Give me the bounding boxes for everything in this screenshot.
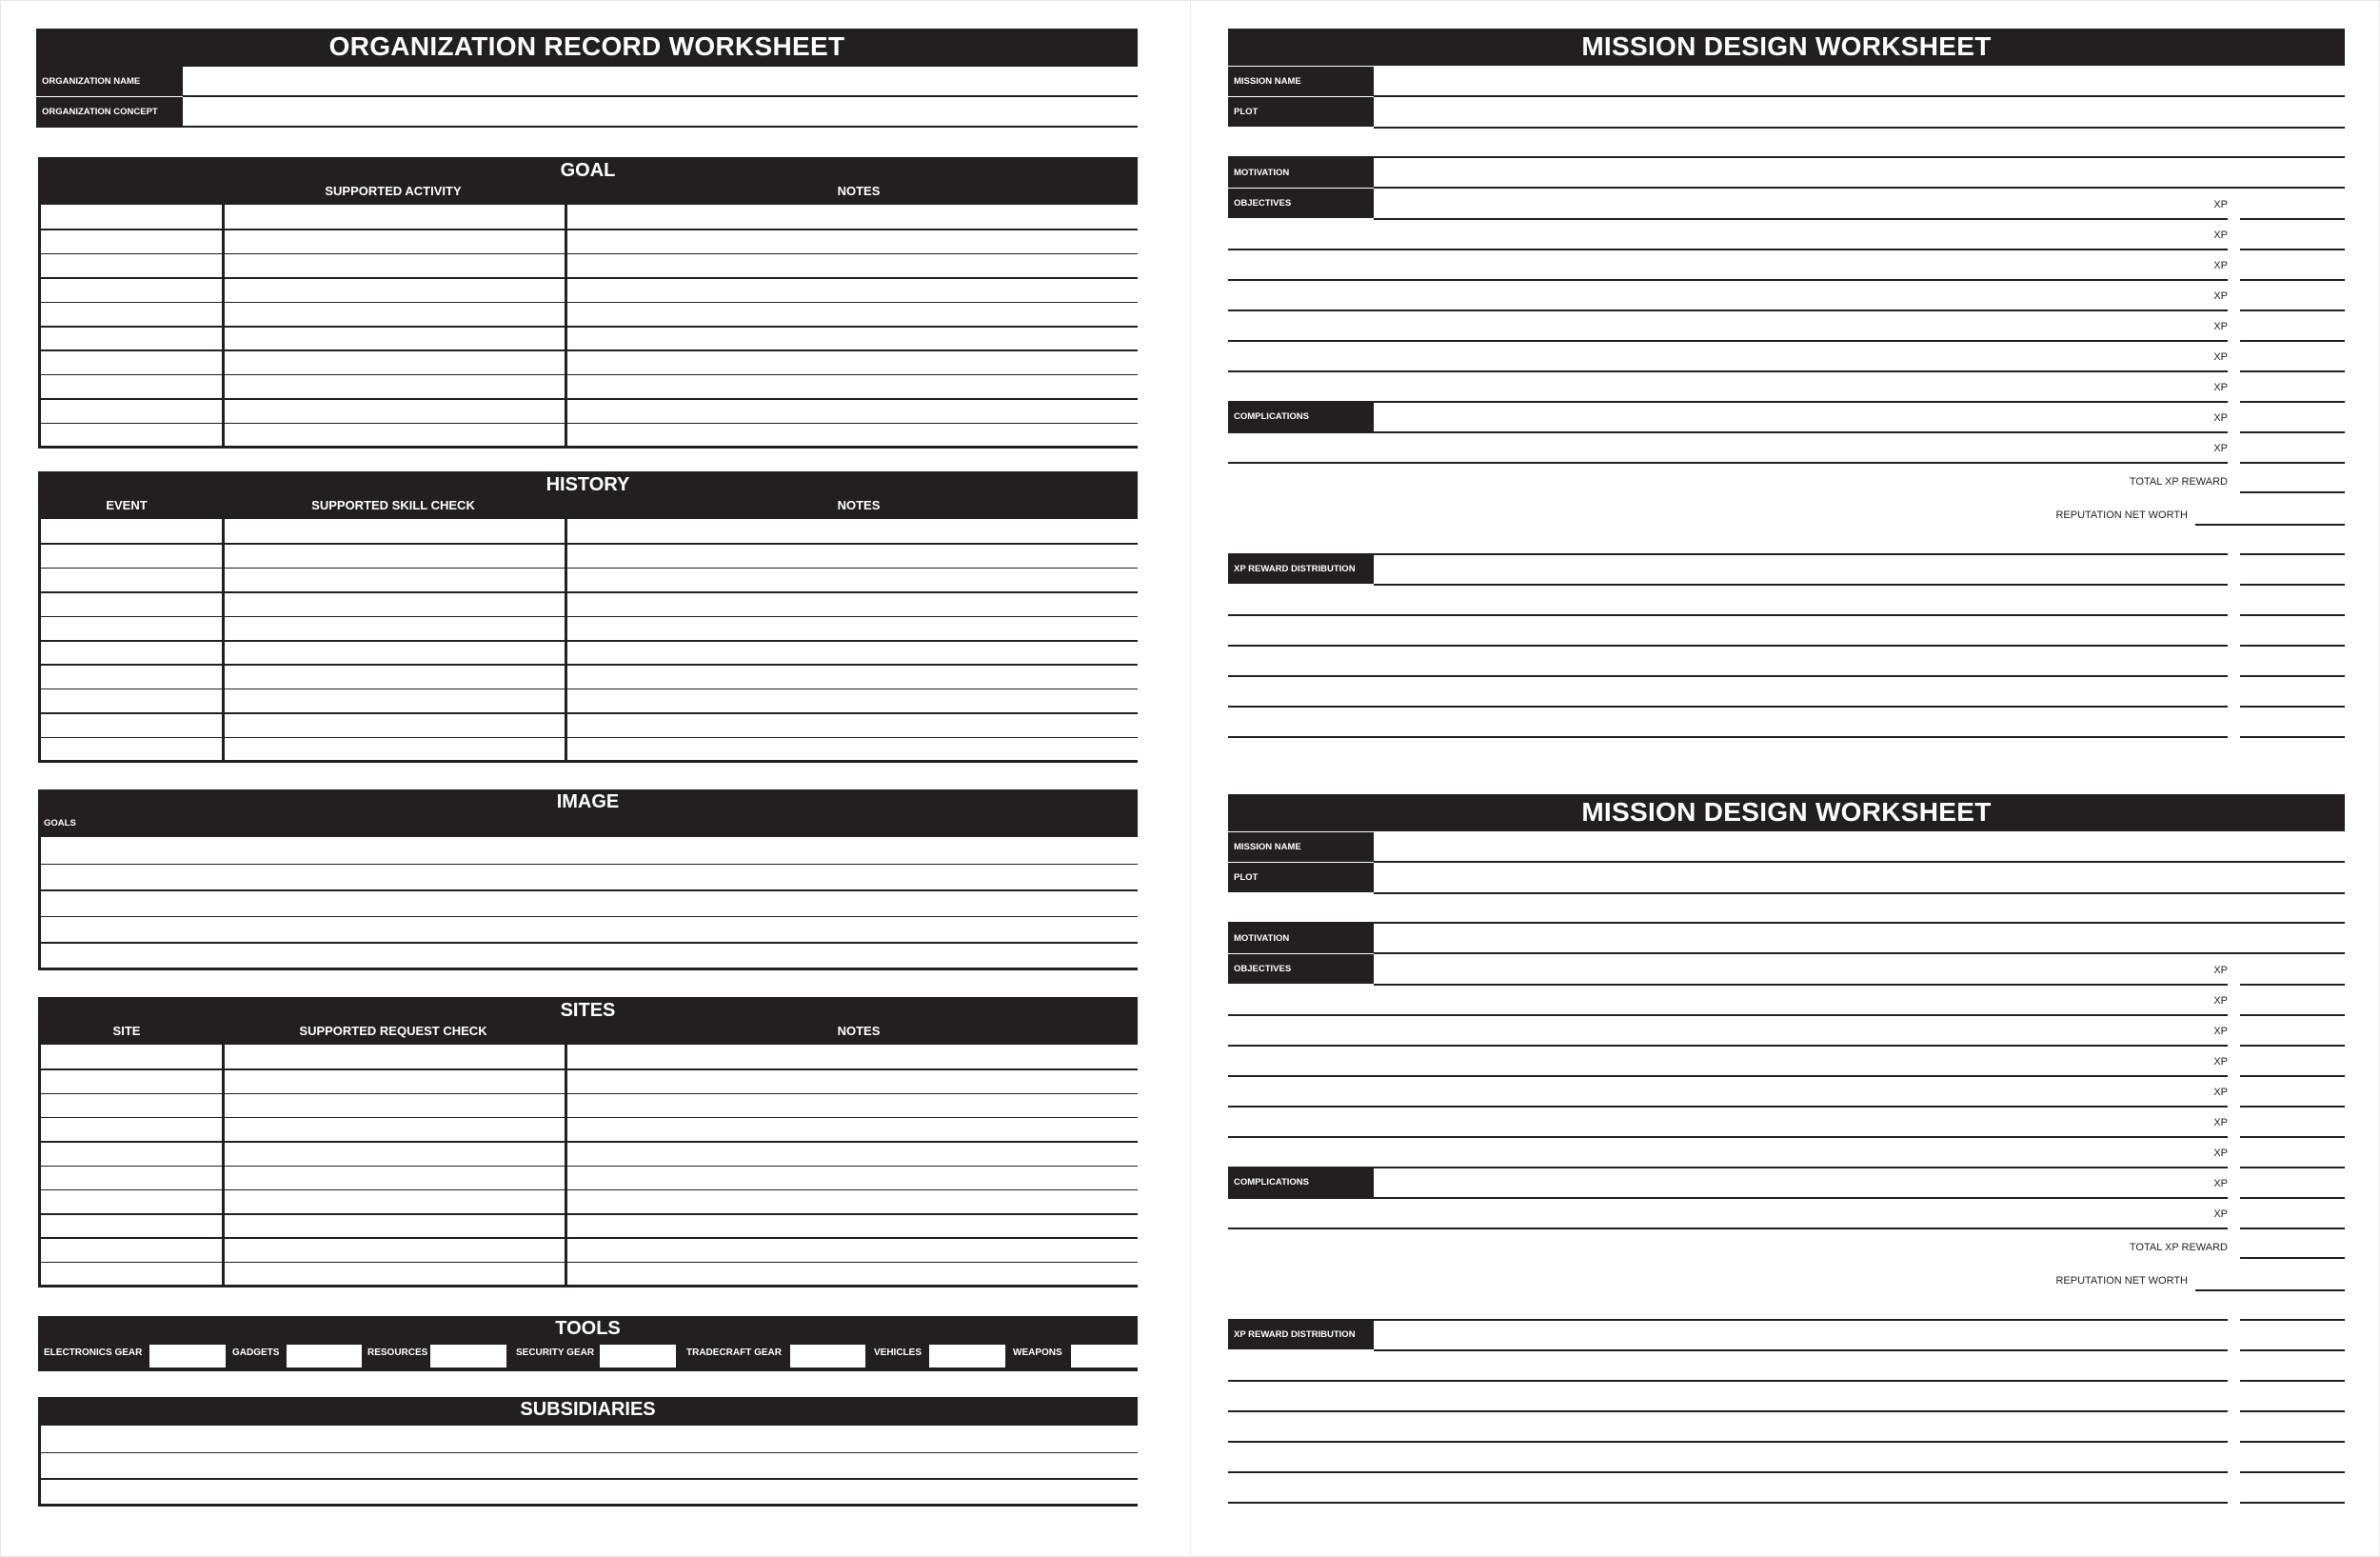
xp-value-field[interactable]: [2240, 340, 2345, 342]
tool-field-security-gear[interactable]: [600, 1345, 676, 1367]
xp-label: XP: [2213, 443, 2228, 454]
row-line[interactable]: [38, 326, 1138, 328]
distribution-line[interactable]: [1228, 553, 2228, 555]
distribution-value-field[interactable]: [2240, 645, 2345, 647]
row-line[interactable]: [38, 864, 1138, 866]
xp-label: XP: [2213, 965, 2228, 976]
xp-label: XP: [2213, 995, 2228, 1007]
history-header: [38, 471, 1138, 519]
xp-label: XP: [2213, 1148, 2228, 1159]
tools-title: TOOLS: [555, 1318, 621, 1339]
xp-value-field[interactable]: [2240, 370, 2345, 372]
total-xp-reward-label: TOTAL XP REWARD: [2129, 476, 2228, 488]
row-line[interactable]: [38, 712, 1138, 714]
row-line[interactable]: [38, 277, 1138, 279]
mission-worksheet-title: MISSION DESIGN WORKSHEET: [1581, 797, 1992, 827]
row-line[interactable]: [38, 591, 1138, 593]
history-col-notes: NOTES: [837, 498, 881, 512]
row-line[interactable]: [38, 968, 1138, 970]
mission-title-bar: [1228, 794, 2345, 831]
distribution-value-field[interactable]: [2240, 614, 2345, 616]
plot-field-line-1[interactable]: [1374, 892, 2345, 894]
distribution-line[interactable]: [1228, 1410, 2228, 1412]
row-line[interactable]: [38, 664, 1138, 666]
sites-left-border: [38, 1045, 41, 1287]
tool-label-gadgets: GADGETS: [232, 1347, 280, 1358]
motivation-field[interactable]: [1374, 952, 2345, 954]
tool-label-weapons: WEAPONS: [1013, 1347, 1062, 1358]
xp-value-field[interactable]: [2240, 1197, 2345, 1199]
distribution-line[interactable]: [1228, 614, 2228, 616]
row-line[interactable]: [38, 1478, 1138, 1480]
sites-col-site: SITE: [112, 1024, 141, 1038]
row-line[interactable]: [38, 1093, 1138, 1095]
subsidiaries-left-border: [38, 1426, 41, 1506]
subsidiaries-title: SUBSIDIARIES: [520, 1399, 656, 1420]
plot-field-line-1[interactable]: [1374, 127, 2345, 129]
sites-col-supported-request-check: SUPPORTED REQUEST CHECK: [299, 1024, 487, 1038]
objective-line[interactable]: [1228, 462, 2228, 464]
goal-col-divider-1: [222, 205, 225, 448]
distribution-value-field[interactable]: [2240, 1349, 2345, 1351]
image-left-border: [38, 837, 41, 969]
org-title-bar: [36, 29, 1138, 67]
objective-line[interactable]: [1228, 1106, 2228, 1108]
xp-label: XP: [2213, 1178, 2228, 1189]
mission-worksheet-title: MISSION DESIGN WORKSHEET: [1581, 31, 1992, 61]
mission-name-field[interactable]: [1374, 95, 2345, 97]
xp-value-field[interactable]: [2240, 279, 2345, 281]
goal-col-notes: NOTES: [837, 184, 881, 198]
subsidiaries-header: [38, 1397, 1138, 1426]
row-line[interactable]: [38, 1166, 1138, 1168]
sites-title: SITES: [560, 1000, 616, 1021]
distribution-line[interactable]: [1228, 645, 2228, 647]
objective-line[interactable]: [1228, 279, 2228, 281]
tool-label-resources: RESOURCES: [367, 1347, 428, 1358]
organization-name-label: ORGANIZATION NAME: [36, 67, 183, 96]
tool-label-security-gear: SECURITY GEAR: [516, 1347, 595, 1358]
row-line[interactable]: [38, 737, 1138, 739]
xp-label: XP: [2213, 412, 2228, 424]
xp-value-field[interactable]: [2240, 249, 2345, 250]
xp-label: XP: [2213, 290, 2228, 302]
goal-col-divider-2: [565, 205, 567, 448]
mission-name-label: MISSION NAME: [1228, 67, 1374, 96]
page-gutter: [1190, 0, 1191, 1557]
xp-value-field[interactable]: [2240, 1075, 2345, 1077]
row-line[interactable]: [38, 1213, 1138, 1215]
distribution-value-field[interactable]: [2240, 1441, 2345, 1443]
motivation-label: MOTIVATION: [1228, 158, 1374, 188]
row-line[interactable]: [38, 1117, 1138, 1119]
reputation-net-worth-field[interactable]: [2195, 1289, 2345, 1291]
xp-value-field[interactable]: [2240, 1228, 2345, 1229]
organization-concept-label: ORGANIZATION CONCEPT: [36, 97, 183, 127]
row-line[interactable]: [38, 1237, 1138, 1239]
xp-value-field[interactable]: [2240, 431, 2345, 433]
objective-line[interactable]: [1228, 1228, 2228, 1229]
motivation-label: MOTIVATION: [1228, 924, 1374, 953]
xp-value-field[interactable]: [2240, 1136, 2345, 1138]
total-xp-reward-field[interactable]: [2240, 491, 2345, 493]
xp-label: XP: [2213, 230, 2228, 241]
distribution-line[interactable]: [1228, 1441, 2228, 1443]
xp-label: XP: [2213, 1117, 2228, 1128]
sites-col-divider-1: [222, 1045, 225, 1287]
mission-title-bar: [1228, 29, 2345, 66]
objective-line[interactable]: [1228, 1167, 2228, 1168]
objective-line[interactable]: [1228, 370, 2228, 372]
row-line[interactable]: [38, 446, 1138, 449]
distribution-line[interactable]: [1228, 675, 2228, 677]
distribution-line[interactable]: [1228, 736, 2228, 738]
xp-value-field[interactable]: [2240, 984, 2345, 986]
xp-label: XP: [2213, 260, 2228, 271]
sites-col-divider-2: [565, 1045, 567, 1287]
row-line[interactable]: [38, 568, 1138, 569]
distribution-value-field[interactable]: [2240, 706, 2345, 708]
distribution-line[interactable]: [1228, 1319, 2228, 1321]
row-line[interactable]: [38, 942, 1138, 944]
xp-value-field[interactable]: [2240, 462, 2345, 464]
distribution-value-field[interactable]: [2240, 736, 2345, 738]
sites-header: [38, 997, 1138, 1045]
xp-label: XP: [2213, 1056, 2228, 1068]
tool-field-tradecraft-gear[interactable]: [790, 1345, 865, 1367]
row-line[interactable]: [38, 423, 1138, 425]
row-line[interactable]: [38, 1504, 1138, 1507]
row-line[interactable]: [38, 229, 1138, 230]
image-title: IMAGE: [556, 791, 620, 812]
distribution-line[interactable]: [1228, 706, 2228, 708]
reputation-net-worth-field[interactable]: [2195, 524, 2345, 526]
row-line[interactable]: [38, 916, 1138, 918]
xp-value-field[interactable]: [2240, 309, 2345, 311]
history-left-border: [38, 519, 41, 762]
xp-value-field[interactable]: [2240, 1106, 2345, 1108]
objectives-label: OBJECTIVES: [1228, 954, 1374, 984]
tool-label-vehicles: VEHICLES: [874, 1347, 922, 1358]
history-col-divider-1: [222, 519, 225, 762]
tool-field-gadgets[interactable]: [287, 1345, 362, 1367]
plot-label: PLOT: [1228, 97, 1374, 127]
objective-line[interactable]: [1228, 1136, 2228, 1138]
image-goals-label: GOALS: [44, 818, 76, 828]
row-line[interactable]: [38, 889, 1138, 891]
row-line[interactable]: [38, 543, 1138, 545]
xp-reward-distribution-label: XP REWARD DISTRIBUTION: [1228, 1320, 1374, 1349]
org-worksheet-title: ORGANIZATION RECORD WORKSHEET: [328, 31, 845, 61]
complications-label: COMPLICATIONS: [1228, 1168, 1374, 1197]
xp-label: XP: [2213, 351, 2228, 363]
tool-field-electronics-gear[interactable]: [149, 1345, 226, 1367]
distribution-line[interactable]: [1374, 1349, 2228, 1351]
row-line[interactable]: [38, 349, 1138, 351]
distribution-line[interactable]: [1228, 1502, 2228, 1504]
row-line[interactable]: [38, 253, 1138, 255]
row-line[interactable]: [38, 1141, 1138, 1143]
objective-line[interactable]: [1374, 984, 2228, 986]
reputation-net-worth-label: REPUTATION NET WORTH: [2055, 509, 2188, 521]
row-line[interactable]: [38, 689, 1138, 690]
tool-label-tradecraft-gear: TRADECRAFT GEAR: [686, 1347, 782, 1358]
mission-name-field[interactable]: [1374, 861, 2345, 863]
tool-field-resources[interactable]: [430, 1345, 506, 1367]
objective-line[interactable]: [1228, 401, 2228, 403]
distribution-value-field[interactable]: [2240, 1502, 2345, 1504]
objective-line[interactable]: [1228, 340, 2228, 342]
organization-name-field[interactable]: [183, 95, 1138, 97]
total-xp-reward-label: TOTAL XP REWARD: [2129, 1242, 2228, 1253]
tool-field-weapons[interactable]: [1071, 1345, 1138, 1367]
history-col-event: EVENT: [106, 498, 148, 512]
objectives-label: OBJECTIVES: [1228, 189, 1374, 218]
objective-line[interactable]: [1228, 1014, 2228, 1016]
plot-label: PLOT: [1228, 863, 1374, 892]
row-line[interactable]: [38, 640, 1138, 642]
row-line[interactable]: [38, 1262, 1138, 1264]
distribution-line[interactable]: [1228, 1471, 2228, 1473]
complications-label: COMPLICATIONS: [1228, 402, 1374, 431]
plot-field-line-2[interactable]: [1228, 156, 2345, 158]
total-xp-reward-field[interactable]: [2240, 1257, 2345, 1259]
tool-field-vehicles[interactable]: [929, 1345, 1005, 1367]
row-line[interactable]: [38, 302, 1138, 304]
row-line[interactable]: [38, 616, 1138, 618]
objective-line[interactable]: [1228, 309, 2228, 311]
tool-label-electronics-gear: ELECTRONICS GEAR: [44, 1347, 143, 1358]
xp-label: XP: [2213, 1087, 2228, 1098]
row-line[interactable]: [38, 1068, 1138, 1070]
xp-label: XP: [2213, 382, 2228, 393]
goal-header: [38, 157, 1138, 205]
mission-name-label: MISSION NAME: [1228, 832, 1374, 862]
row-line[interactable]: [38, 1285, 1138, 1288]
xp-value-field[interactable]: [2240, 1014, 2345, 1016]
distribution-value-field[interactable]: [2240, 1380, 2345, 1382]
history-title: HISTORY: [545, 474, 630, 495]
xp-value-field[interactable]: [2240, 218, 2345, 220]
tools-bar: [38, 1316, 1138, 1371]
distribution-line[interactable]: [1228, 1380, 2228, 1382]
organization-concept-field[interactable]: [36, 126, 1138, 128]
distribution-value-field[interactable]: [2240, 1410, 2345, 1412]
plot-field-line-2[interactable]: [1228, 922, 2345, 924]
goal-title: GOAL: [560, 160, 616, 181]
row-line[interactable]: [38, 398, 1138, 400]
objective-line[interactable]: [1228, 1045, 2228, 1047]
xp-label: XP: [2213, 1208, 2228, 1220]
distribution-value-field[interactable]: [2240, 553, 2345, 555]
row-line[interactable]: [38, 760, 1138, 763]
reputation-net-worth-label: REPUTATION NET WORTH: [2055, 1275, 2188, 1287]
distribution-value-field[interactable]: [2240, 675, 2345, 677]
xp-value-field[interactable]: [2240, 401, 2345, 403]
xp-label: XP: [2213, 321, 2228, 332]
xp-value-field[interactable]: [2240, 1045, 2345, 1047]
distribution-value-field[interactable]: [2240, 584, 2345, 586]
history-col-divider-2: [565, 519, 567, 762]
goal-left-border: [38, 205, 41, 448]
objective-line[interactable]: [1374, 218, 2228, 220]
goal-col-supported-activity: SUPPORTED ACTIVITY: [325, 184, 462, 198]
distribution-value-field[interactable]: [2240, 1471, 2345, 1473]
xp-reward-distribution-label: XP REWARD DISTRIBUTION: [1228, 554, 1374, 584]
row-line[interactable]: [38, 374, 1138, 376]
objective-line[interactable]: [1228, 1075, 2228, 1077]
sites-col-notes: NOTES: [837, 1024, 881, 1038]
distribution-line[interactable]: [1374, 584, 2228, 586]
distribution-value-field[interactable]: [2240, 1319, 2345, 1321]
image-header: [38, 789, 1138, 837]
row-line[interactable]: [38, 1189, 1138, 1191]
objective-line[interactable]: [1228, 1197, 2228, 1199]
xp-label: XP: [2213, 1026, 2228, 1037]
objective-line[interactable]: [1228, 431, 2228, 433]
objective-line[interactable]: [1228, 249, 2228, 250]
row-line[interactable]: [38, 1452, 1138, 1454]
tools-row: [38, 1341, 1138, 1371]
xp-label: XP: [2213, 199, 2228, 210]
motivation-field[interactable]: [1374, 187, 2345, 189]
xp-value-field[interactable]: [2240, 1167, 2345, 1168]
history-col-supported-skill-check: SUPPORTED SKILL CHECK: [311, 498, 475, 512]
